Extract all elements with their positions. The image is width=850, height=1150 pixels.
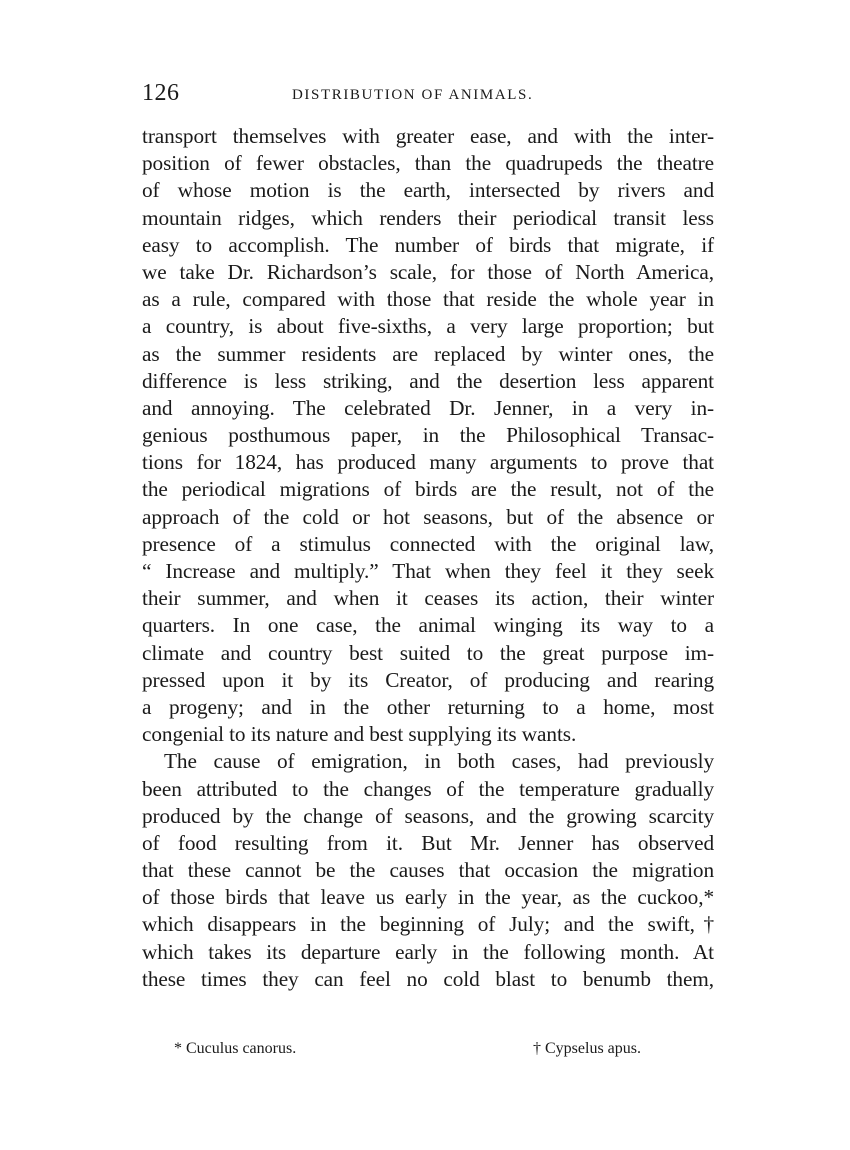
text-line: produced by the change of seasons, and the growing scarcity: [142, 803, 714, 828]
text-line: these times they can feel no cold blast to benumb them,: [142, 966, 714, 991]
text-line: position of fewer obstacles, than the quadrupeds the theatre: [142, 151, 714, 176]
text-line: a country, is about five-sixths, a very large proportion; but: [142, 314, 714, 339]
footnote: * Cuculus canorus.: [174, 1040, 297, 1057]
text-line: of whose motion is the earth, intersected by rivers and: [142, 178, 714, 203]
text-line: approach of the cold or hot seasons, but of the absence or: [142, 504, 714, 529]
text-line: as a rule, compared with those that reside the whole year in: [142, 287, 714, 312]
text-line: presence of a stimulus connected with the original law,: [142, 531, 714, 556]
text-line: been attributed to the changes of the temperature gradually: [142, 776, 714, 801]
text-line: the periodical migrations of birds are the result, not of the: [142, 477, 714, 502]
text-line: congenial to its nature and best supplying its wants.: [142, 722, 577, 747]
text-line: The cause of emigration, in both cases, had previously: [164, 749, 714, 774]
page-number: 126: [142, 80, 180, 106]
text-line: of food resulting from it. But Mr. Jenner has observed: [142, 830, 714, 855]
text-line: that these cannot be the causes that occasion the migration: [142, 858, 714, 883]
text-line: as the summer residents are replaced by winter ones, the: [142, 341, 714, 366]
text-line: mountain ridges, which renders their periodical transit less: [142, 205, 714, 230]
running-title: DISTRIBUTION OF ANIMALS.: [292, 87, 534, 103]
text-line: and annoying. The celebrated Dr. Jenner, in a very in-: [142, 395, 714, 420]
text-line: “ Increase and multiply.” That when they feel it they seek: [142, 559, 714, 583]
text-line: climate and country best suited to the great purpose im-: [142, 640, 714, 665]
text-line: a progeny; and in the other returning to a home, most: [142, 694, 714, 719]
text-line: tions for 1824, has produced many arguments to prove that: [142, 450, 714, 475]
running-head: [142, 80, 714, 110]
text-line: genious posthumous paper, in the Philosophical Transac-: [142, 423, 714, 448]
text-line: easy to accomplish. The number of birds that migrate, if: [142, 232, 714, 257]
footnotes: [0, 1040, 850, 1068]
text-line: pressed upon it by its Creator, of producing and rearing: [142, 667, 714, 692]
text-line: difference is less striking, and the desertion less apparent: [142, 368, 714, 393]
text-line: which takes its departure early in the following month. At: [142, 939, 714, 964]
text-line: transport themselves with greater ease, and with the inter-: [142, 124, 714, 148]
text-line: their summer, and when it ceases its action, their winter: [142, 586, 714, 611]
body-text: [142, 123, 714, 993]
footnote: † Cypselus apus.: [533, 1040, 641, 1057]
text-line: of those birds that leave us early in the year, as the cuckoo,*: [142, 885, 714, 910]
text-line: quarters. In one case, the animal winging its way to a: [142, 613, 714, 638]
text-line: we take Dr. Richardson’s scale, for those of North America,: [142, 259, 714, 284]
text-line: which disappears in the beginning of July; and the swift,†: [142, 912, 714, 937]
